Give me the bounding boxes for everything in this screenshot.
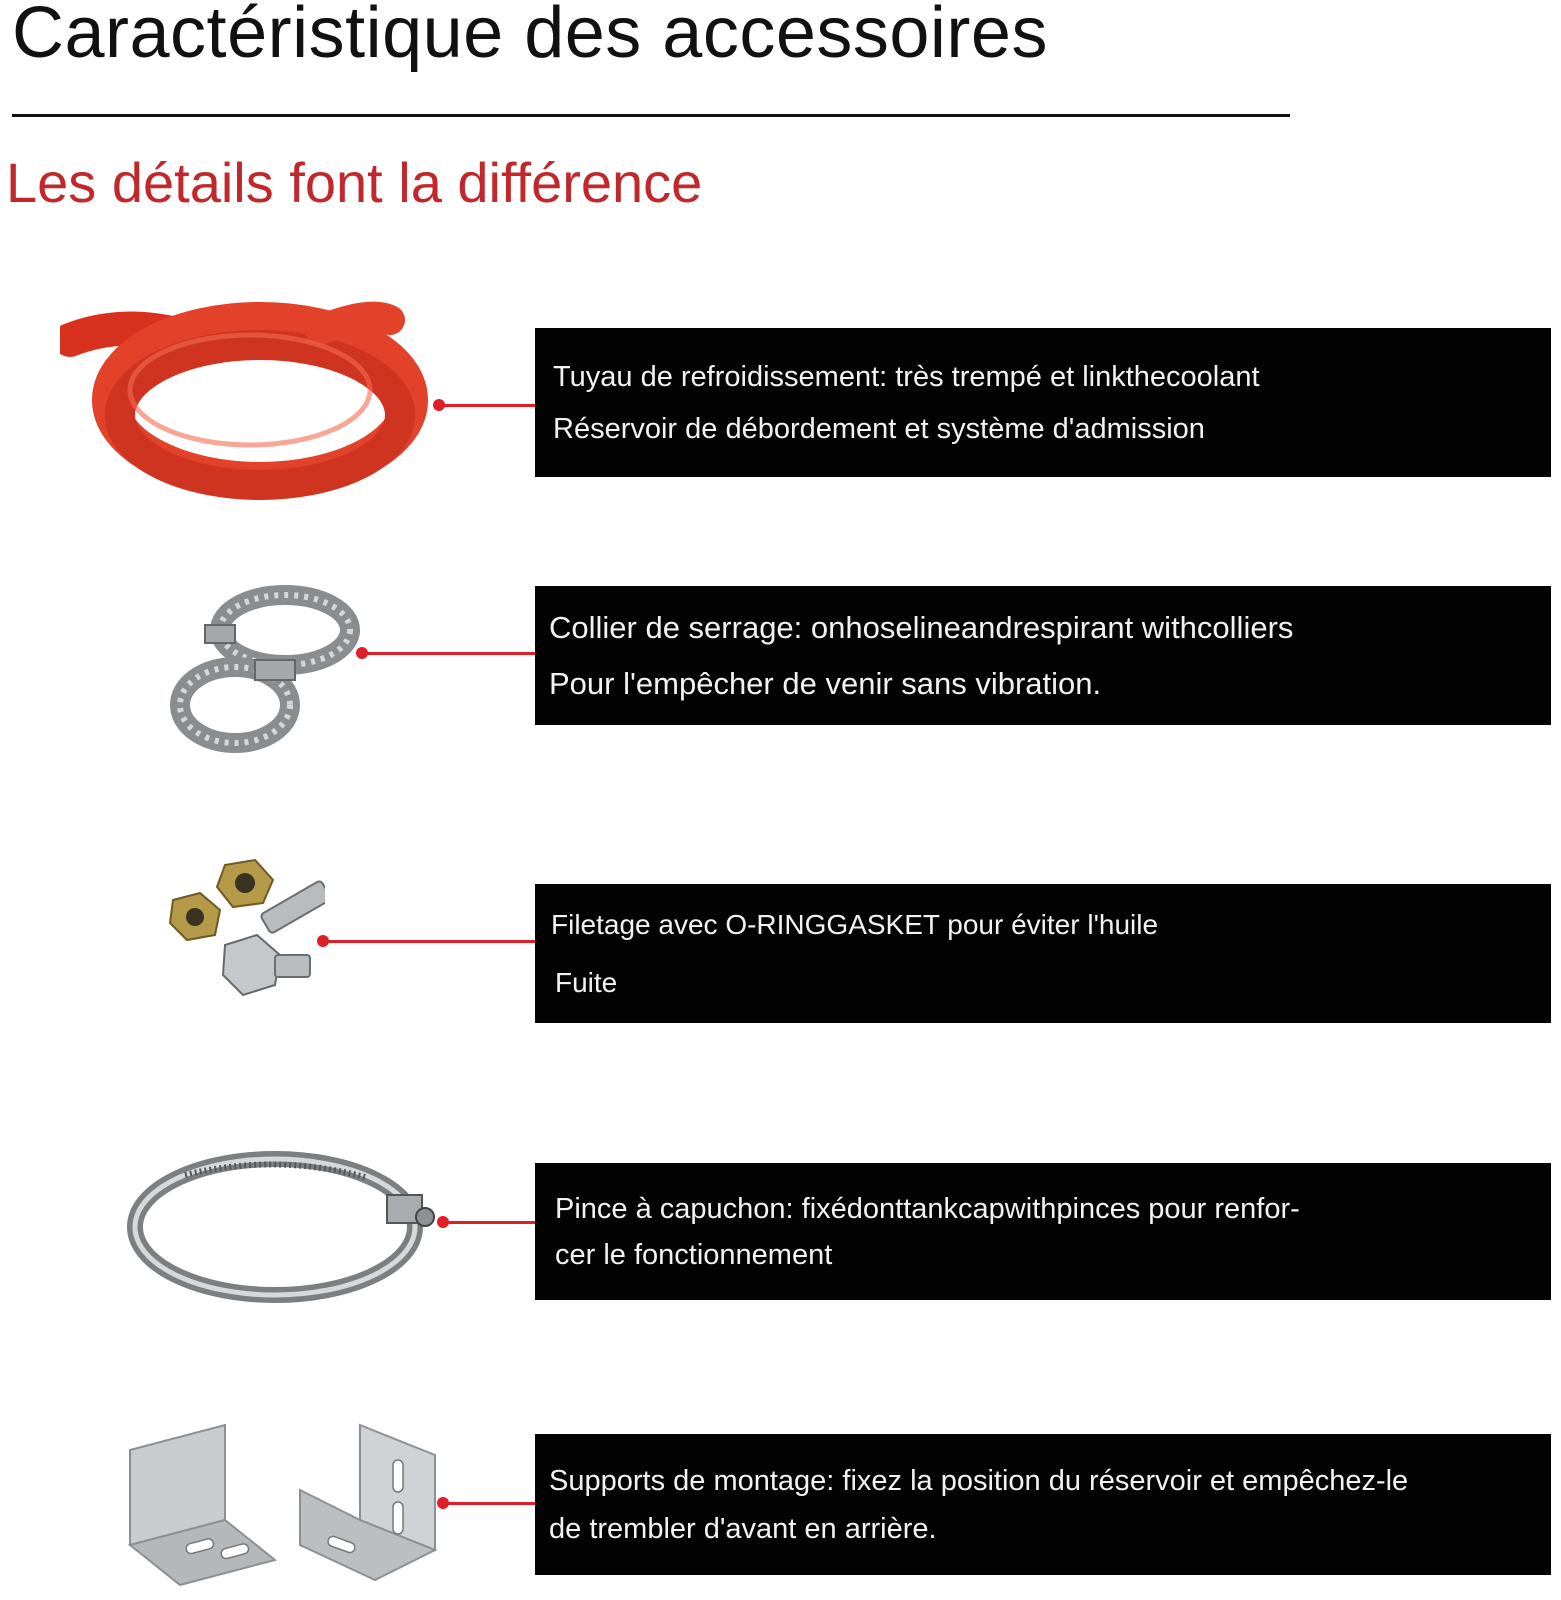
description-line-2: Réservoir de débordement et système d'admission <box>553 412 1205 445</box>
cap-clamp-icon <box>125 1145 455 1310</box>
description-line-1: Supports de montage: fixez la position du réservoir et empêchez-le <box>549 1464 1409 1497</box>
connector-line <box>443 1221 535 1224</box>
description-line-1: Collier de serrage: onhoselineandrespirant withcolliers <box>549 609 1294 645</box>
connector-line <box>362 652 535 655</box>
connector-line <box>443 1502 535 1505</box>
description-line-2: de trembler d'avant en arrière. <box>549 1512 937 1545</box>
title-divider <box>12 114 1290 117</box>
description-line-1: Filetage avec O-RINGGASKET pour éviter l'huile <box>551 908 1159 940</box>
description-box <box>535 328 1551 477</box>
hose-clamps-icon <box>170 585 360 760</box>
connector-line <box>323 940 535 943</box>
description-line-2: Pour l'empêcher de venir sans vibration. <box>549 665 1102 701</box>
bolts-nuts-icon <box>165 855 325 1010</box>
description-box <box>535 586 1551 725</box>
connector-line <box>440 404 535 407</box>
description-box <box>535 1163 1551 1300</box>
coolant-hose-icon <box>60 280 450 510</box>
description-box <box>535 884 1551 1023</box>
page-title: Caractéristique des accessoires <box>12 0 1048 73</box>
description-line-1: Pince à capuchon: fixédonttankcapwithpinces pour renfor- <box>555 1192 1300 1225</box>
mounting-brackets-icon <box>125 1420 450 1595</box>
description-line-2: Fuite <box>555 966 618 998</box>
page-subtitle: Les détails font la différence <box>6 151 703 214</box>
description-line-2: cer le fonctionnement <box>555 1238 833 1271</box>
description-line-1: Tuyau de refroidissement: très trempé et linkthecoolant <box>553 360 1260 393</box>
description-box <box>535 1434 1551 1575</box>
